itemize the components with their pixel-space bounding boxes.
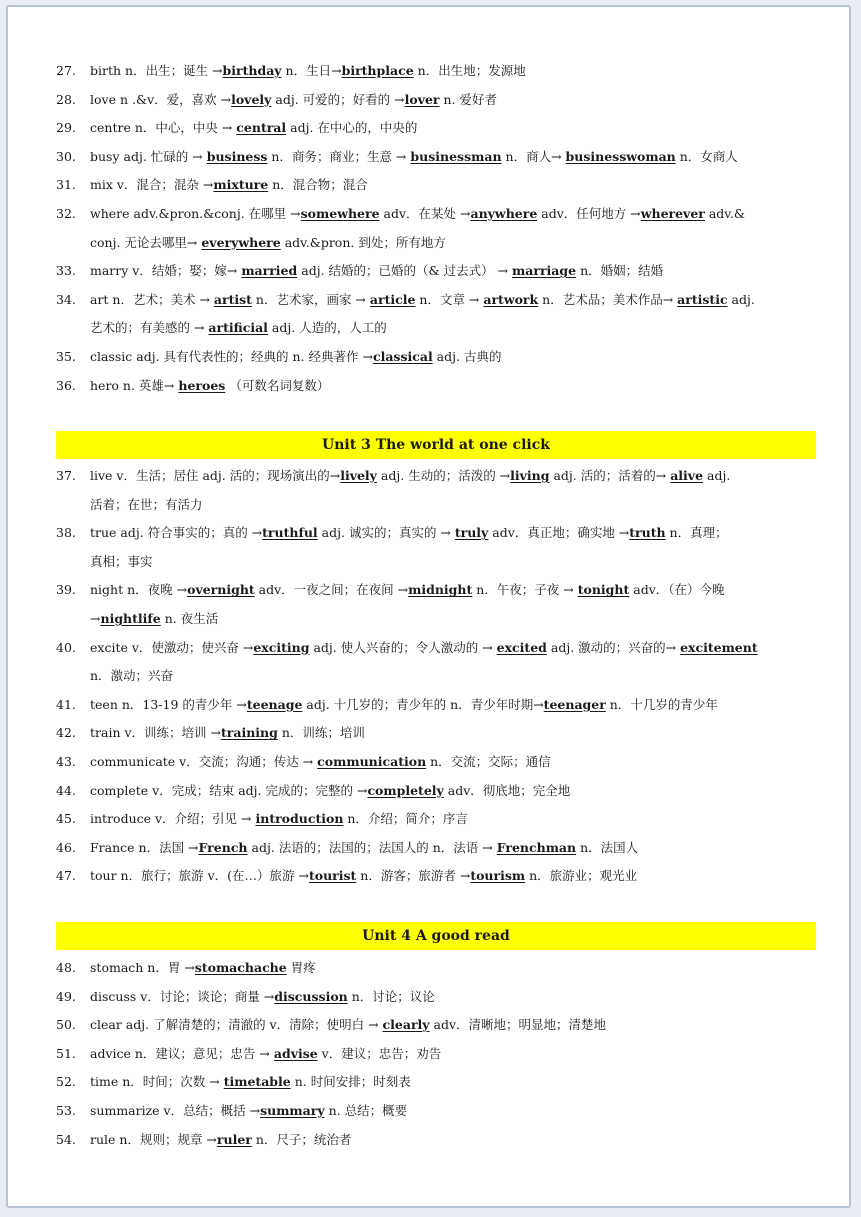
derived-word: nightlife xyxy=(100,610,161,626)
derived-word: artwork xyxy=(483,291,539,307)
derived-word: artificial xyxy=(208,320,268,336)
entry-text: n．介绍；简介；序言 xyxy=(343,811,468,827)
derived-word: excited xyxy=(496,639,547,655)
entry-line xyxy=(90,372,816,401)
entry-line xyxy=(90,314,816,343)
entry-line xyxy=(90,143,816,172)
entry-number: 51. xyxy=(56,1045,76,1061)
entry-text: n．生日→ xyxy=(281,63,342,78)
entry-text: n．旅游业；观光业 xyxy=(525,868,638,884)
entry-line xyxy=(90,1040,816,1069)
entries-group-unit4 xyxy=(56,954,816,1154)
entry-text: n．出生地；发源地 xyxy=(413,63,526,78)
entry-line xyxy=(90,748,816,777)
derived-word: midnight xyxy=(408,582,473,598)
entry-text: France n．法国 → xyxy=(90,839,199,855)
vocab-entry xyxy=(56,1068,816,1097)
vocab-entry xyxy=(56,171,816,200)
entries-group-unit2 xyxy=(56,57,816,400)
derived-word: tonight xyxy=(577,582,630,598)
entry-number: 28. xyxy=(56,91,76,107)
derived-word: excitement xyxy=(680,639,758,655)
vocab-entry xyxy=(56,691,816,720)
entry-text: rule n．规则；规章 → xyxy=(90,1131,217,1147)
entry-text: adv．彻底地；完全地 xyxy=(443,782,571,798)
entry-text: n．商人→ xyxy=(501,148,566,164)
entry-number: 33. xyxy=(56,263,76,279)
derived-word: introduction xyxy=(255,811,344,827)
entry-line xyxy=(90,257,816,286)
entry-number: 32. xyxy=(56,205,76,221)
vocab-entry xyxy=(56,834,816,863)
entry-text: v．建议；忠告；劝告 xyxy=(317,1045,442,1061)
entry-number: 42. xyxy=(56,725,76,741)
vocab-entry xyxy=(56,748,816,777)
derived-word: married xyxy=(241,263,298,279)
derived-word: truly xyxy=(454,525,489,541)
entry-line xyxy=(90,634,816,663)
entry-line xyxy=(90,662,816,691)
derived-word: lover xyxy=(404,91,440,107)
entry-text: adv．一夜之间；在夜间 → xyxy=(254,582,409,598)
vocab-entry xyxy=(56,576,816,633)
entry-text: n. 爱好者 xyxy=(439,91,497,107)
derived-word: timetable xyxy=(223,1074,291,1090)
entry-text: n．真理； xyxy=(665,525,728,541)
entry-line xyxy=(90,171,816,200)
entries-group-unit3 xyxy=(56,462,816,891)
entry-number: 34. xyxy=(56,291,76,307)
entry-text: advice n．建议；意见；忠告 → xyxy=(90,1045,274,1061)
entry-number: 50. xyxy=(56,1017,76,1033)
entry-text: n．商务；商业；生意 → xyxy=(267,148,411,164)
vocab-entry xyxy=(56,143,816,172)
entry-line xyxy=(90,491,816,520)
derived-word: clearly xyxy=(382,1017,430,1033)
entry-text: n．交流；交际；通信 xyxy=(426,753,551,769)
entry-text: art n．艺术；美术 → xyxy=(90,291,214,307)
entry-text: n. 时间安排；时刻表 xyxy=(290,1074,411,1090)
vocab-entry xyxy=(56,777,816,806)
entry-text: excite v．使激动；使兴奋 → xyxy=(90,639,254,655)
derived-word: completely xyxy=(367,782,444,798)
entry-line xyxy=(90,691,816,720)
entry-text: centre n．中心，中央 → xyxy=(90,120,237,136)
entry-text: summarize v．总结；概括 → xyxy=(90,1102,261,1118)
entry-text: n．文章 → xyxy=(415,291,484,307)
derived-word: truthful xyxy=(262,525,318,541)
entry-text: n．训练；培训 xyxy=(277,725,365,741)
derived-word: businesswoman xyxy=(565,148,676,164)
entry-text: adj. 人造的，人工的 xyxy=(267,320,387,336)
entry-line xyxy=(90,200,816,229)
vocab-entry xyxy=(56,519,816,576)
entry-text: adj. 诚实的；真实的 → xyxy=(317,525,455,541)
entry-line xyxy=(90,719,816,748)
entry-line xyxy=(90,805,816,834)
entry-line xyxy=(90,576,816,605)
entry-text: n．午夜；子夜 → xyxy=(472,582,578,598)
derived-word: French xyxy=(198,839,248,855)
entry-line xyxy=(90,1097,816,1126)
vocab-entry xyxy=(56,57,816,86)
entry-line xyxy=(90,777,816,806)
entry-number: 27. xyxy=(56,63,76,78)
entry-text: night n．夜晚 → xyxy=(90,582,188,598)
entry-number: 49. xyxy=(56,988,76,1004)
entry-line xyxy=(90,605,816,634)
entry-text: hero n. 英雄→ xyxy=(90,377,179,393)
entry-number: 39. xyxy=(56,582,76,598)
vocab-entry xyxy=(56,343,816,372)
entry-line xyxy=(90,1011,816,1040)
vocab-entry xyxy=(56,805,816,834)
entry-number: 45. xyxy=(56,811,76,827)
entry-number: 29. xyxy=(56,120,76,136)
entry-line xyxy=(90,1126,816,1155)
derived-word: wherever xyxy=(640,205,705,221)
derived-word: classical xyxy=(372,348,433,364)
derived-word: Frenchman xyxy=(496,839,577,855)
vocab-entry xyxy=(56,862,816,891)
entry-text: adv．任何地方 → xyxy=(537,205,641,221)
entry-line xyxy=(90,286,816,315)
entry-text: adv．（在）今晚 xyxy=(629,582,725,598)
entry-text: adj. 可爱的；好看的 → xyxy=(271,91,405,107)
entry-text: adj. 生动的；活泼的 → xyxy=(376,468,511,483)
derived-word: truth xyxy=(629,525,666,541)
entry-text: n．激动；兴奋 xyxy=(90,668,174,684)
derived-word: teenage xyxy=(246,696,303,712)
vocab-entry xyxy=(56,719,816,748)
vocab-entry xyxy=(56,286,816,343)
entry-text: adj. 在中心的，中央的 xyxy=(286,120,418,136)
entry-text: 艺术的；有美感的 → xyxy=(90,320,209,336)
entry-line xyxy=(90,519,816,548)
entry-number: 43. xyxy=(56,753,76,769)
vocab-entry xyxy=(56,200,816,257)
vocab-entry xyxy=(56,634,816,691)
entry-number: 37. xyxy=(56,468,76,483)
derived-word: central xyxy=(236,120,287,136)
entry-text: clear adj. 了解清楚的；清澈的 v．清除；使明白 → xyxy=(90,1017,383,1033)
entry-text: adj. 使人兴奋的；令人激动的 → xyxy=(309,639,497,655)
vocab-entry xyxy=(56,1126,816,1155)
derived-word: businessman xyxy=(410,148,502,164)
entry-text: teen n．13-19 的青少年 → xyxy=(90,696,247,712)
entry-text: 活着；在世；有活力 xyxy=(90,496,203,512)
entry-text: → xyxy=(90,610,101,626)
entry-text: train v．训练；培训 → xyxy=(90,725,221,741)
entry-text: adj. 古典的 xyxy=(432,348,502,364)
derived-word: lively xyxy=(340,468,377,483)
entry-text: n．婚姻；结婚 xyxy=(576,263,664,279)
derived-word: everywhere xyxy=(201,234,281,250)
entry-text: stomach n．胃 → xyxy=(90,960,195,975)
derived-word: teenager xyxy=(543,696,606,712)
derived-word: artist xyxy=(213,291,252,307)
entry-number: 47. xyxy=(56,868,76,884)
entry-line xyxy=(90,834,816,863)
entry-text: 胃疼 xyxy=(286,960,316,975)
entry-text: complete v．完成；结束 adj. 完成的；完整的 → xyxy=(90,782,368,798)
entry-number: 54. xyxy=(56,1131,76,1147)
derived-word: living xyxy=(510,468,550,483)
entry-text: adj. 结婚的；已婚的（& 过去式） → xyxy=(297,263,513,279)
entry-text: adj. 十几岁的；青少年的 n．青少年时期→ xyxy=(302,696,544,712)
entry-text: busy adj. 忙碌的 → xyxy=(90,148,207,164)
vocab-entry xyxy=(56,257,816,286)
entry-line xyxy=(90,114,816,143)
derived-word: business xyxy=(206,148,268,164)
entry-line xyxy=(90,229,816,258)
unit3-header: Unit 3 The world at one click xyxy=(56,431,816,459)
entry-text: adj. xyxy=(727,291,755,307)
vocab-entry xyxy=(56,114,816,143)
entry-number: 30. xyxy=(56,148,76,164)
entry-text: n. 总结；概要 xyxy=(324,1102,408,1118)
entry-number: 38. xyxy=(56,525,76,541)
unit4-header: Unit 4 A good read xyxy=(56,922,816,950)
entry-text: adj. 激动的；兴奋的→ xyxy=(546,639,681,655)
derived-word: discussion xyxy=(274,988,348,1004)
entry-text: n．女商人 xyxy=(675,148,738,164)
entry-text: adv．真正地；确实地 → xyxy=(488,525,630,541)
derived-word: tourist xyxy=(308,868,357,884)
entry-text: n．游客；旅游者 → xyxy=(356,868,471,884)
derived-word: marriage xyxy=(512,263,577,279)
entry-text: where adv.&pron.&conj. 在哪里 → xyxy=(90,205,301,221)
entry-text: n．法国人 xyxy=(576,839,639,855)
derived-word: heroes xyxy=(178,377,226,393)
entry-text: adv.&pron. 到处；所有地方 xyxy=(280,234,446,250)
entry-text: n. 夜生活 xyxy=(160,610,219,626)
derived-word: stomachache xyxy=(194,960,287,975)
vocab-entry xyxy=(56,1097,816,1126)
entry-text: live v．生活；居住 adj. 活的；现场演出的→ xyxy=(90,468,341,483)
entry-text: n．混合物；混合 xyxy=(268,177,368,193)
entry-text: n．讨论；议论 xyxy=(347,988,435,1004)
derived-word: artistic xyxy=(677,291,728,307)
entry-text: tour n．旅行；旅游 v．(在…）旅游 → xyxy=(90,868,309,884)
derived-word: somewhere xyxy=(300,205,380,221)
entry-line xyxy=(90,862,816,891)
vocab-entry xyxy=(56,1011,816,1040)
entry-text: n．尺子；统治者 xyxy=(251,1131,352,1147)
vocab-entry xyxy=(56,1040,816,1069)
entry-text: adj. 活的；活着的→ xyxy=(549,468,671,483)
derived-word: communication xyxy=(317,753,427,769)
entry-number: 35. xyxy=(56,348,76,364)
entry-text: n．十几岁的青少年 xyxy=(605,696,718,712)
entry-text: （可数名词复数） xyxy=(225,377,330,393)
derived-word: training xyxy=(220,725,278,741)
entry-text: n．艺术品；美术作品→ xyxy=(538,291,678,307)
derived-word: birthplace xyxy=(341,63,414,78)
entry-number: 53. xyxy=(56,1102,76,1118)
entry-text: adv．在某处 → xyxy=(379,205,471,221)
derived-word: birthday xyxy=(222,63,282,78)
derived-word: alive xyxy=(670,468,704,483)
derived-word: overnight xyxy=(187,582,255,598)
derived-word: lovely xyxy=(231,91,272,107)
entry-text: adv．清晰地；明显地；清楚地 xyxy=(429,1017,607,1033)
document-page xyxy=(6,5,851,1208)
entry-text: love n .&v．爱，喜欢 → xyxy=(90,91,232,107)
vocab-entry xyxy=(56,462,816,519)
entry-number: 40. xyxy=(56,639,76,655)
derived-word: ruler xyxy=(216,1131,252,1147)
entry-line xyxy=(90,548,816,577)
entry-text: communicate v．交流；沟通；传达 → xyxy=(90,753,318,769)
entry-text: marry v．结婚；娶；嫁→ xyxy=(90,263,242,279)
entry-text: adv.& xyxy=(704,205,745,221)
entry-line xyxy=(90,343,816,372)
derived-word: mixture xyxy=(213,177,269,193)
derived-word: tourism xyxy=(470,868,526,884)
entry-number: 46. xyxy=(56,839,76,855)
entry-text: n．艺术家，画家 → xyxy=(251,291,370,307)
derived-word: advise xyxy=(273,1045,318,1061)
entry-number: 31. xyxy=(56,177,76,193)
entry-text: introduce v．介绍；引见 → xyxy=(90,811,256,827)
entry-number: 48. xyxy=(56,960,76,975)
entry-text: conj. 无论去哪里→ xyxy=(90,234,202,250)
derived-word: anywhere xyxy=(470,205,538,221)
derived-word: summary xyxy=(260,1102,325,1118)
derived-word: exciting xyxy=(253,639,310,655)
entry-text: discuss v．讨论；谈论；商量 → xyxy=(90,988,275,1004)
entry-text: adj. 法语的；法国的；法国人的 n．法语 → xyxy=(247,839,497,855)
entry-number: 52. xyxy=(56,1074,76,1090)
vocab-entry xyxy=(56,372,816,401)
entry-line xyxy=(90,462,816,491)
entry-text: true adj. 符合事实的；真的 → xyxy=(90,525,263,541)
entry-number: 41. xyxy=(56,696,76,712)
entry-line xyxy=(90,57,816,86)
entry-number: 36. xyxy=(56,377,76,393)
entry-text: time n．时间；次数 → xyxy=(90,1074,224,1090)
entry-text: adj. xyxy=(703,468,731,483)
entry-line xyxy=(90,954,816,983)
entry-line xyxy=(90,1068,816,1097)
entry-text: mix v．混合；混杂 → xyxy=(90,177,214,193)
derived-word: article xyxy=(369,291,416,307)
vocab-entry xyxy=(56,983,816,1012)
entry-text: 真相；事实 xyxy=(90,553,153,569)
entry-text: birth n．出生；诞生 → xyxy=(90,63,223,78)
entry-line xyxy=(90,983,816,1012)
entry-line xyxy=(90,86,816,115)
entry-number: 44. xyxy=(56,782,76,798)
vocab-entry xyxy=(56,86,816,115)
vocab-entry xyxy=(56,954,816,983)
entry-text: classic adj. 具有代表性的；经典的 n. 经典著作 → xyxy=(90,348,373,364)
